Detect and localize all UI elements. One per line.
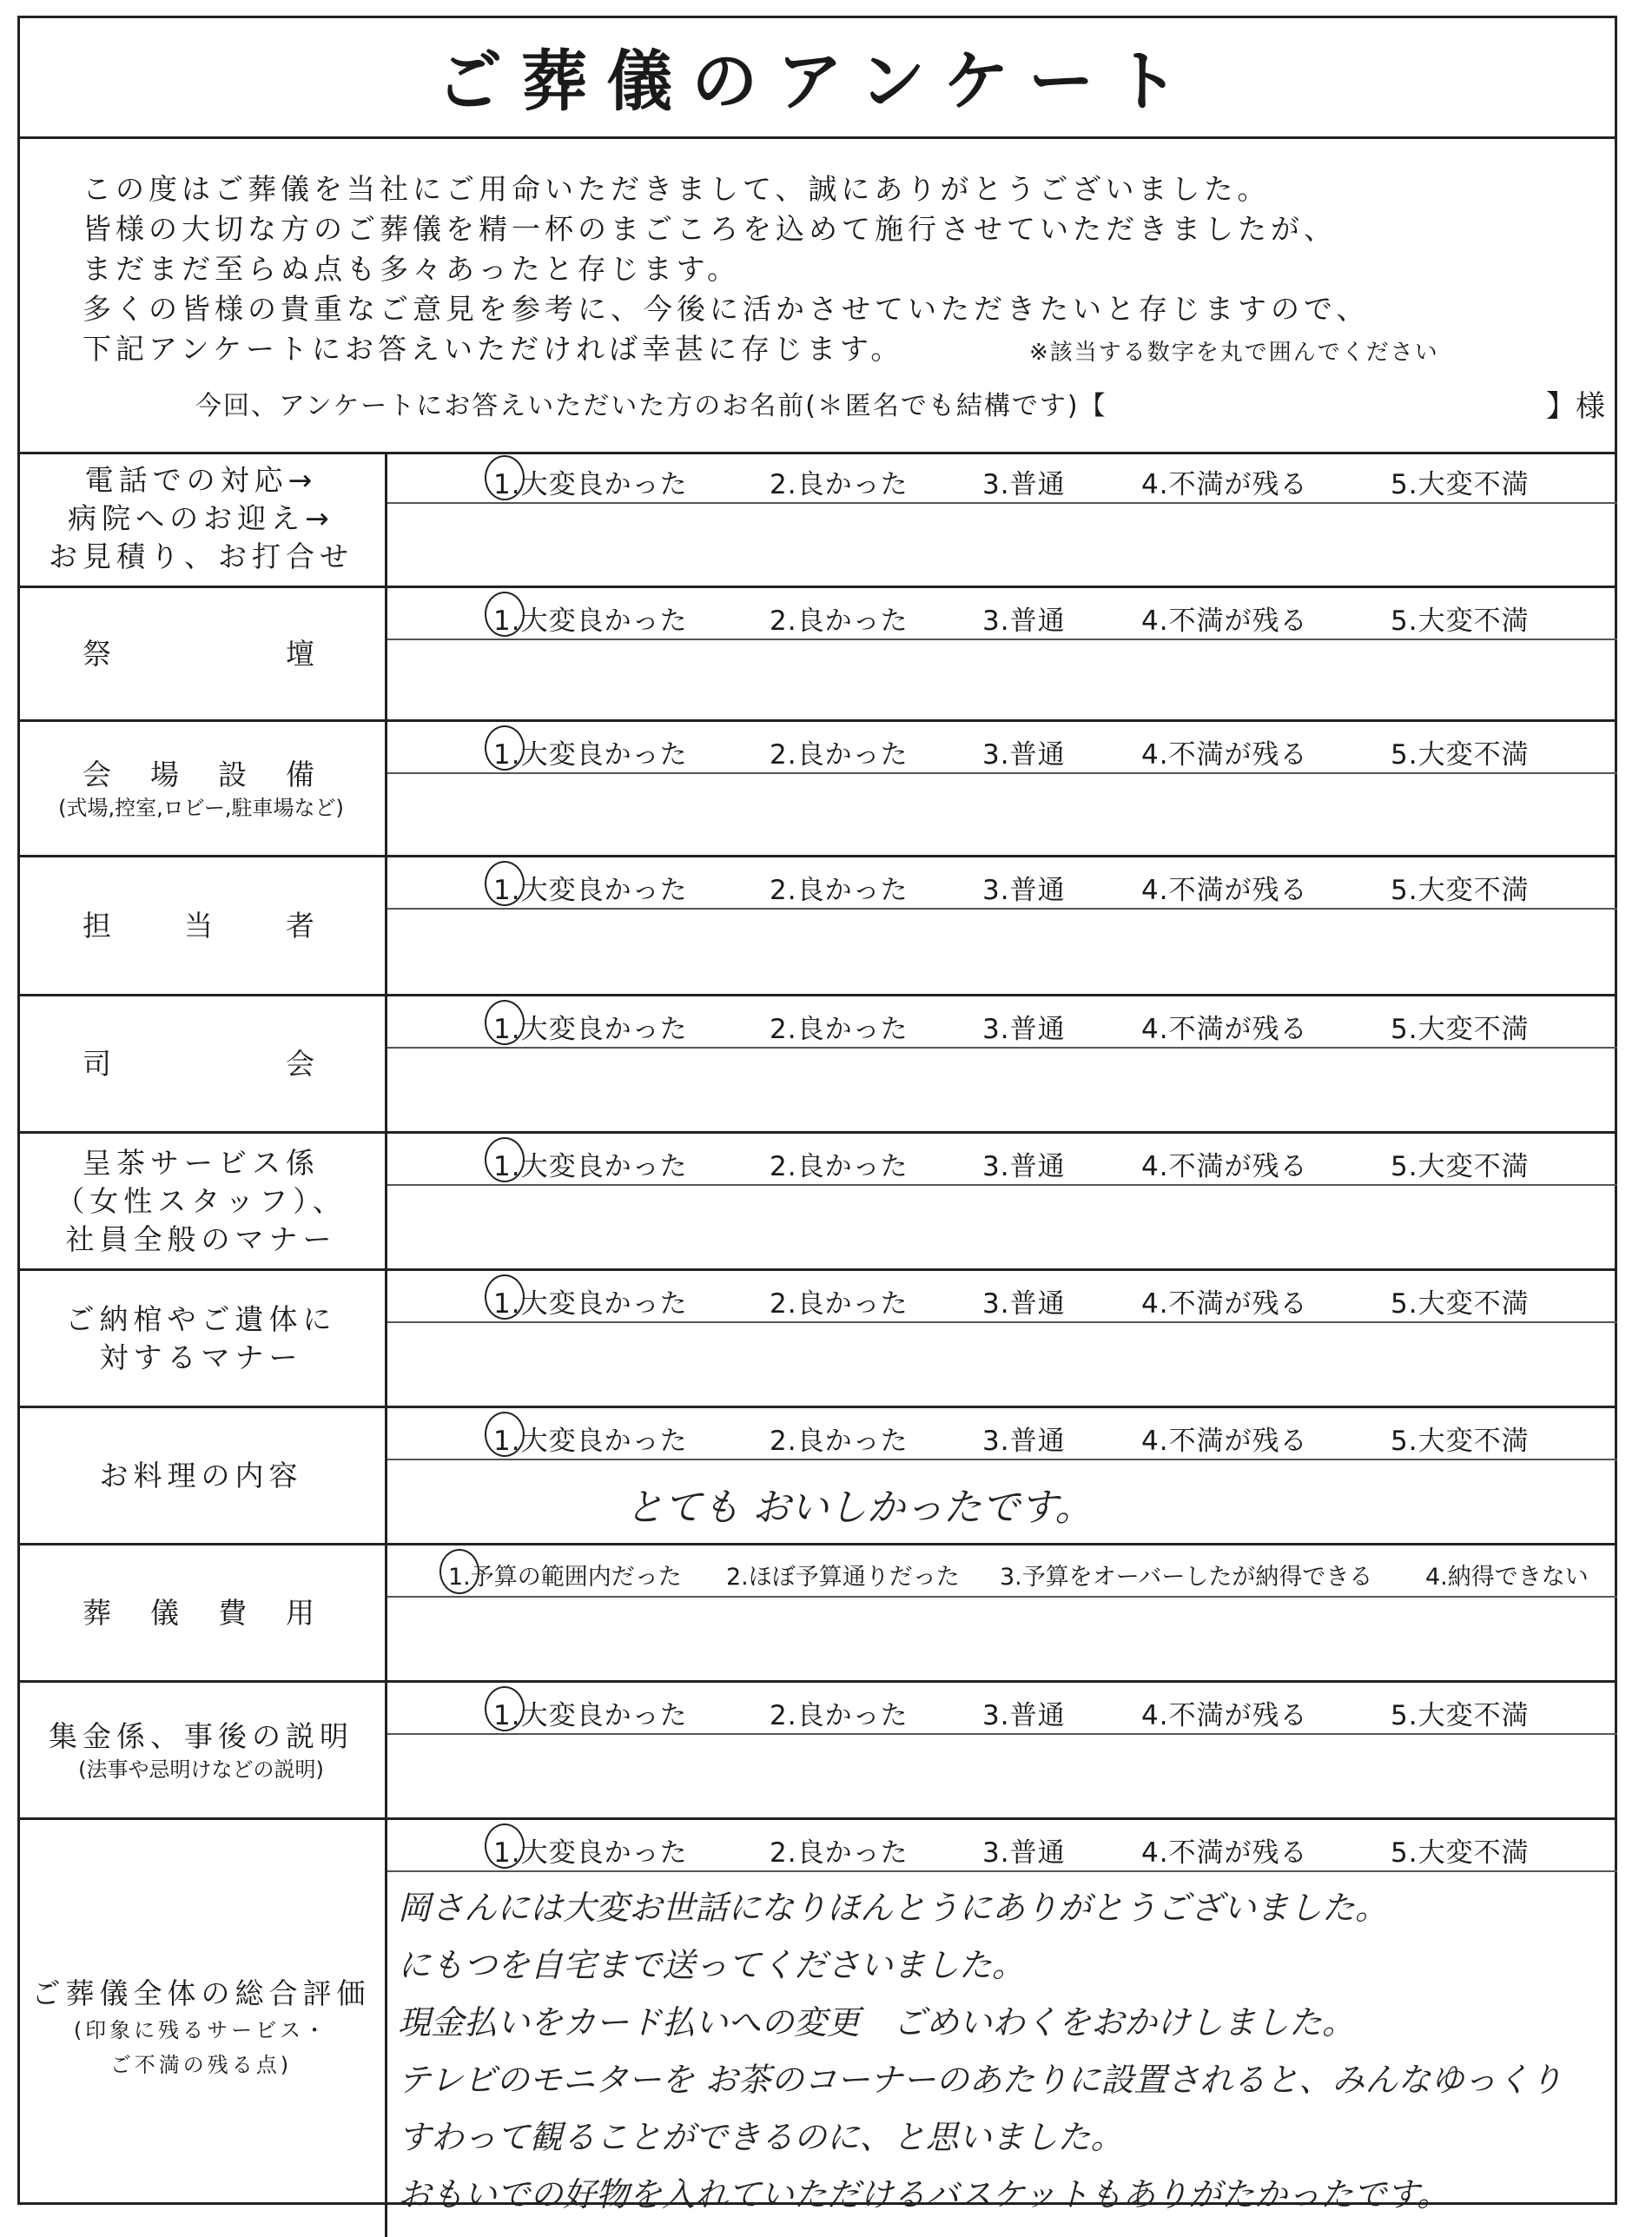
rating-option[interactable]: 3.普通 (982, 469, 1066, 500)
rating-option[interactable]: 5.大変不満 (1391, 1151, 1530, 1182)
table-row (17, 452, 1617, 588)
rating-option[interactable]: 1.大変良かった (493, 875, 688, 906)
rating-option[interactable]: 3.予算をオーバーしたが納得できる (1000, 1564, 1373, 1591)
row-label-line: 呈茶サービス係 (83, 1145, 320, 1180)
row-label (17, 1271, 387, 1406)
selected-circle (485, 1137, 525, 1182)
row-label-note: (法事や忌明けなどの説明) (78, 1757, 324, 1782)
rating-option[interactable]: 1.大変良かった (493, 1700, 688, 1731)
row-label-line: 病院へのお迎え→ (68, 501, 334, 535)
row-label-line: 電話での対応→ (84, 463, 318, 497)
rating-option[interactable]: 5.大変不満 (1391, 1288, 1530, 1320)
row-label-line: 社員全般のマナー (65, 1221, 337, 1256)
handwritten-comment-line: テレビのモニターを お茶のコーナーのあたりに設置されると、みんなゆっくり (398, 2061, 1563, 2099)
row-label-line: お見積り、お打合せ (49, 539, 354, 573)
rating-option[interactable]: 2.良かった (770, 739, 909, 771)
rating-option[interactable]: 2.良かった (770, 469, 909, 500)
rating-option[interactable]: 2.良かった (770, 1700, 909, 1731)
rating-option[interactable]: 3.普通 (982, 1151, 1066, 1182)
table-row (17, 1408, 1617, 1545)
rating-option[interactable]: 3.普通 (982, 1700, 1066, 1731)
rating-option[interactable]: 1.大変良かった (493, 1014, 688, 1045)
row-label-line: ご葬儀全体の総合評価 (31, 1976, 371, 2010)
row-label (17, 1545, 387, 1680)
row-label-line: 担 当 者 (83, 908, 320, 943)
rating-option[interactable]: 1.大変良かった (493, 1151, 688, 1182)
rating-options (387, 996, 1617, 1049)
row-label-line: （女性スタッフ）、 (56, 1183, 347, 1218)
rating-options (387, 1134, 1617, 1186)
rating-option[interactable]: 3.普通 (982, 1288, 1066, 1320)
rating-option[interactable]: 4.不満が残る (1141, 875, 1308, 906)
rating-option[interactable]: 2.良かった (770, 875, 909, 906)
rating-option[interactable]: 3.普通 (982, 739, 1066, 771)
rating-option[interactable]: 4.不満が残る (1141, 1288, 1308, 1320)
rating-option[interactable]: 2.ほぼ予算通りだった (726, 1564, 960, 1591)
comment-area (387, 1872, 1617, 2237)
selected-circle (485, 592, 525, 637)
row-label (17, 857, 387, 994)
table-row (17, 1683, 1617, 1820)
row-label (17, 1408, 387, 1543)
rating-options (387, 1683, 1617, 1735)
name-prompt: 今回、アンケートにお答えいただいた方のお名前(＊匿名でも結構です)【 (195, 391, 1107, 421)
rating-option[interactable]: 5.大変不満 (1391, 1426, 1530, 1457)
row-label-line: 祭 壇 (83, 636, 320, 671)
selected-circle (485, 1000, 525, 1045)
handwritten-comment-line: 現金払いをカード払いへの変更 ごめいわくをおかけしました。 (398, 2003, 1356, 2042)
row-label-note: ご不満の残る点) (109, 2053, 293, 2077)
table-row (17, 996, 1617, 1134)
rating-options (387, 1271, 1617, 1323)
rating-option[interactable]: 2.良かった (770, 1014, 909, 1045)
rating-option[interactable]: 3.普通 (982, 606, 1066, 637)
selected-circle (485, 861, 525, 906)
selected-circle (485, 1274, 525, 1320)
rating-option[interactable]: 5.大変不満 (1391, 1014, 1530, 1045)
rating-option[interactable]: 5.大変不満 (1391, 469, 1530, 500)
rating-option[interactable]: 4.不満が残る (1141, 1837, 1308, 1869)
selected-circle (485, 725, 525, 771)
rating-option[interactable]: 3.普通 (982, 1837, 1066, 1869)
rating-option[interactable]: 1.大変良かった (493, 469, 688, 500)
row-label (17, 996, 387, 1131)
rating-option[interactable]: 5.大変不満 (1391, 1700, 1530, 1731)
rating-option[interactable]: 1.大変良かった (493, 1837, 688, 1869)
rating-options (387, 588, 1617, 640)
rating-option[interactable]: 1.大変良かった (493, 606, 688, 637)
rating-options (387, 1408, 1617, 1460)
row-label-line: 集金係、事後の説明 (49, 1718, 354, 1753)
rating-option[interactable]: 3.普通 (982, 875, 1066, 906)
row-label-note: (式場,控室,ロビー,駐車場など) (58, 795, 344, 820)
table-row (17, 722, 1617, 857)
rating-option[interactable]: 4.不満が残る (1141, 606, 1308, 637)
name-suffix: 】様 (1546, 389, 1605, 424)
row-label-note: (印象に残るサービス・ (73, 2018, 329, 2042)
instruction-note: ※該当する数字を丸で囲んでください (1029, 340, 1439, 366)
rating-option[interactable]: 4.不満が残る (1141, 1014, 1308, 1045)
selected-circle (439, 1549, 479, 1594)
rating-option[interactable]: 4.不満が残る (1141, 469, 1308, 500)
rating-option[interactable]: 4.不満が残る (1141, 739, 1308, 771)
row-label (17, 588, 387, 719)
table-row (17, 588, 1617, 722)
row-label (17, 1134, 387, 1268)
rating-option[interactable]: 4.不満が残る (1141, 1426, 1308, 1457)
rating-option[interactable]: 2.良かった (770, 606, 909, 637)
rating-option[interactable]: 5.大変不満 (1391, 739, 1530, 771)
handwritten-comment-line: にもつを自宅まで送ってくださいました。 (398, 1946, 1026, 1984)
table-row (17, 1545, 1617, 1683)
rating-option[interactable]: 2.良かった (770, 1837, 909, 1869)
rating-option[interactable]: 1.大変良かった (493, 739, 688, 771)
selected-circle (485, 455, 525, 500)
table-row (17, 1820, 1617, 2237)
rating-option[interactable]: 2.良かった (770, 1288, 909, 1320)
row-label-line: お料理の内容 (99, 1458, 303, 1492)
intro-line: 皆様の大切な方のご葬儀を精一杯のまごころを込めて施行させていただきましたが、 (83, 212, 1337, 246)
rating-option[interactable]: 1.大変良かった (493, 1288, 688, 1320)
rating-options (387, 1820, 1617, 1872)
rating-options (387, 452, 1617, 504)
selected-circle (485, 1412, 525, 1457)
rating-option[interactable]: 1.予算の範囲内だった (448, 1564, 682, 1591)
table-row (17, 1134, 1617, 1271)
row-label-line: 葬 儀 費 用 (83, 1595, 320, 1630)
handwritten-comment-line: 岡さんには大変お世話になりほんとうにありがとうございました。 (398, 1889, 1389, 1927)
intro-line: この度はご葬儀を当社にご用命いただきまして、誠にありがとうございました。 (83, 172, 1271, 206)
rating-option[interactable]: 1.大変良かった (493, 1426, 688, 1457)
rating-option[interactable]: 3.普通 (982, 1426, 1066, 1457)
row-label (17, 722, 387, 855)
handwritten-comment-line: すわって観ることができるのに、と思いました。 (398, 2118, 1124, 2156)
row-label-line: 会 場 設 備 (83, 757, 320, 791)
table-row (17, 1271, 1617, 1408)
intro-line: 下記アンケートにお答えいただければ幸甚に存じます。 (83, 332, 904, 366)
row-label-line: 司 会 (83, 1046, 320, 1081)
intro-line: まだまだ至らぬ点も多々あったと存じます。 (83, 252, 741, 286)
rating-option[interactable]: 4.不満が残る (1141, 1151, 1308, 1182)
rating-options (387, 857, 1617, 910)
rating-option[interactable]: 5.大変不満 (1391, 875, 1530, 906)
rating-option[interactable]: 2.良かった (770, 1151, 909, 1182)
row-label (17, 1683, 387, 1817)
selected-circle (485, 1823, 525, 1869)
row-label (17, 1820, 387, 2237)
page-title: ご葬儀のアンケート (17, 16, 1617, 139)
handwritten-comment: とても おいしかったです。 (625, 1486, 1094, 1530)
rating-option[interactable]: 5.大変不満 (1391, 606, 1530, 637)
rating-option[interactable]: 4.納得できない (1425, 1564, 1589, 1591)
rating-option[interactable]: 5.大変不満 (1391, 1837, 1530, 1869)
intro-line: 多くの皆様の貴重なご意見を参考に、今後に活かさせていただきたいと存じますので、 (83, 292, 1370, 326)
table-row (17, 857, 1617, 996)
row-label-line: ご納棺やご遺体に (65, 1301, 337, 1336)
row-label (17, 452, 387, 586)
rating-options (387, 1545, 1617, 1598)
rating-option[interactable]: 4.不満が残る (1141, 1700, 1308, 1731)
rating-options (387, 722, 1617, 774)
selected-circle (485, 1686, 525, 1731)
handwritten-comment-line: おもいでの好物を入れていただけるバスケットもありがたかったです。 (398, 2175, 1450, 2214)
row-label-line: 対するマナー (99, 1340, 303, 1374)
rating-option[interactable]: 2.良かった (770, 1426, 909, 1457)
rating-option[interactable]: 3.普通 (982, 1014, 1066, 1045)
